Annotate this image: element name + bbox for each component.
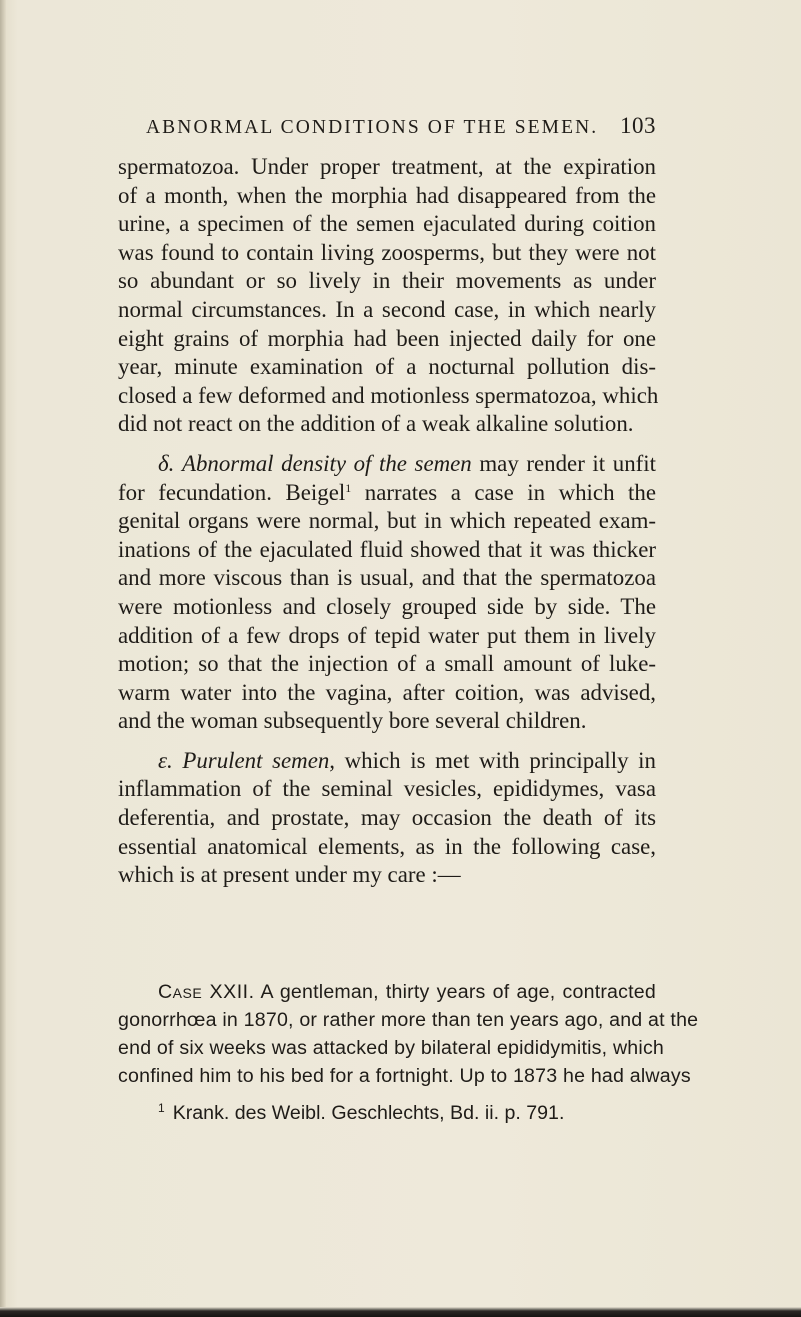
text-line: so abundant or so lively in their movements as under	[118, 268, 656, 294]
text-line: and the woman subsequently bore several children.	[118, 708, 587, 734]
section-heading: Purulent semen,	[182, 747, 336, 773]
text-line: end of six weeks was attacked by bilateral epididymitis, which	[118, 1037, 665, 1059]
text-line: eight grains of morphia had been injected daily for one	[118, 325, 656, 351]
section-marker: ε.	[158, 747, 173, 773]
text-line: essential anatomical elements, as in the following case,	[118, 833, 656, 859]
text-line	[118, 450, 656, 479]
page-gutter-shadow	[0, 0, 6, 1317]
text-line	[118, 978, 656, 1006]
page-header	[146, 113, 656, 139]
text-line: gonorrhœa in 1870, or rather more than ten years ago, and at the	[118, 1009, 699, 1031]
text-run: A gentleman, thirty years of age, contracted	[260, 981, 656, 1003]
text-line: year, minute examination of a nocturnal pollution dis-	[118, 354, 656, 380]
footnote	[118, 1100, 696, 1126]
body-text	[118, 153, 659, 890]
text-line: were motionless and closely grouped side by side. The	[118, 593, 656, 619]
text-line: closed a few deformed and motionless spermatozoa, which	[118, 382, 659, 408]
text-line: normal circumstances. In a second case, in which nearly	[118, 296, 656, 322]
paragraph-continuation	[118, 153, 659, 439]
text-run: which is met with principally in	[344, 747, 656, 773]
footnote-marker: 1	[158, 1101, 165, 1115]
text-run: narrates a case in which the	[364, 479, 656, 505]
text-line: genital organs were normal, but in which repeated exam-	[118, 508, 656, 534]
text-run: may render it unfit	[479, 450, 656, 476]
section-heading: Abnormal density of the semen	[181, 450, 472, 476]
text-line: inflammation of the seminal vesicles, epididymes, vasa	[118, 776, 656, 802]
footnote-ref: 1	[345, 480, 352, 495]
paragraph-purulent-semen	[118, 747, 656, 890]
text-line: confined him to his bed for a fortnight. Up to 1873 he had always	[118, 1065, 691, 1087]
text-line: was found to contain living zoosperms, but they were not	[118, 239, 656, 265]
text-line: motion; so that the injection of a small amount of luke-	[118, 651, 656, 677]
text-line: did not react on the addition of a weak alkaline solution.	[118, 411, 634, 437]
text-line: and more viscous than is usual, and that the spermatozoa	[118, 565, 656, 591]
section-marker: δ.	[158, 450, 175, 476]
text-line: spermatozoa. Under proper treatment, at the expiration	[118, 154, 656, 179]
text-line: which is at present under my care :—	[118, 862, 461, 888]
page-bottom-edge	[0, 1307, 801, 1317]
text-line: of a month, when the morphia had disappeared from the	[118, 182, 656, 208]
case-label: Case XXII.	[158, 981, 255, 1003]
text-line: warm water into the vagina, after coition, was advised,	[118, 679, 656, 705]
text-line	[118, 747, 656, 776]
text-run: for fecundation. Beigel	[118, 479, 346, 505]
text-line: urine, a specimen of the semen ejaculated during coition	[118, 211, 656, 237]
text-line: deferentia, and prostate, may occasion the death of its	[118, 805, 656, 831]
case-report	[118, 978, 699, 1090]
text-line: addition of a few drops of tepid water put them in lively	[118, 622, 656, 648]
running-head: ABNORMAL CONDITIONS OF THE SEMEN.	[146, 117, 599, 138]
text-line	[118, 479, 656, 508]
footnote-text: Krank. des Weibl. Geschlechts, Bd. ii. p. 791.	[172, 1102, 565, 1124]
paragraph-abnormal-density	[118, 450, 656, 736]
page-number: 103	[620, 113, 656, 138]
text-line: inations of the ejaculated fluid showed that it was thicker	[118, 536, 656, 562]
